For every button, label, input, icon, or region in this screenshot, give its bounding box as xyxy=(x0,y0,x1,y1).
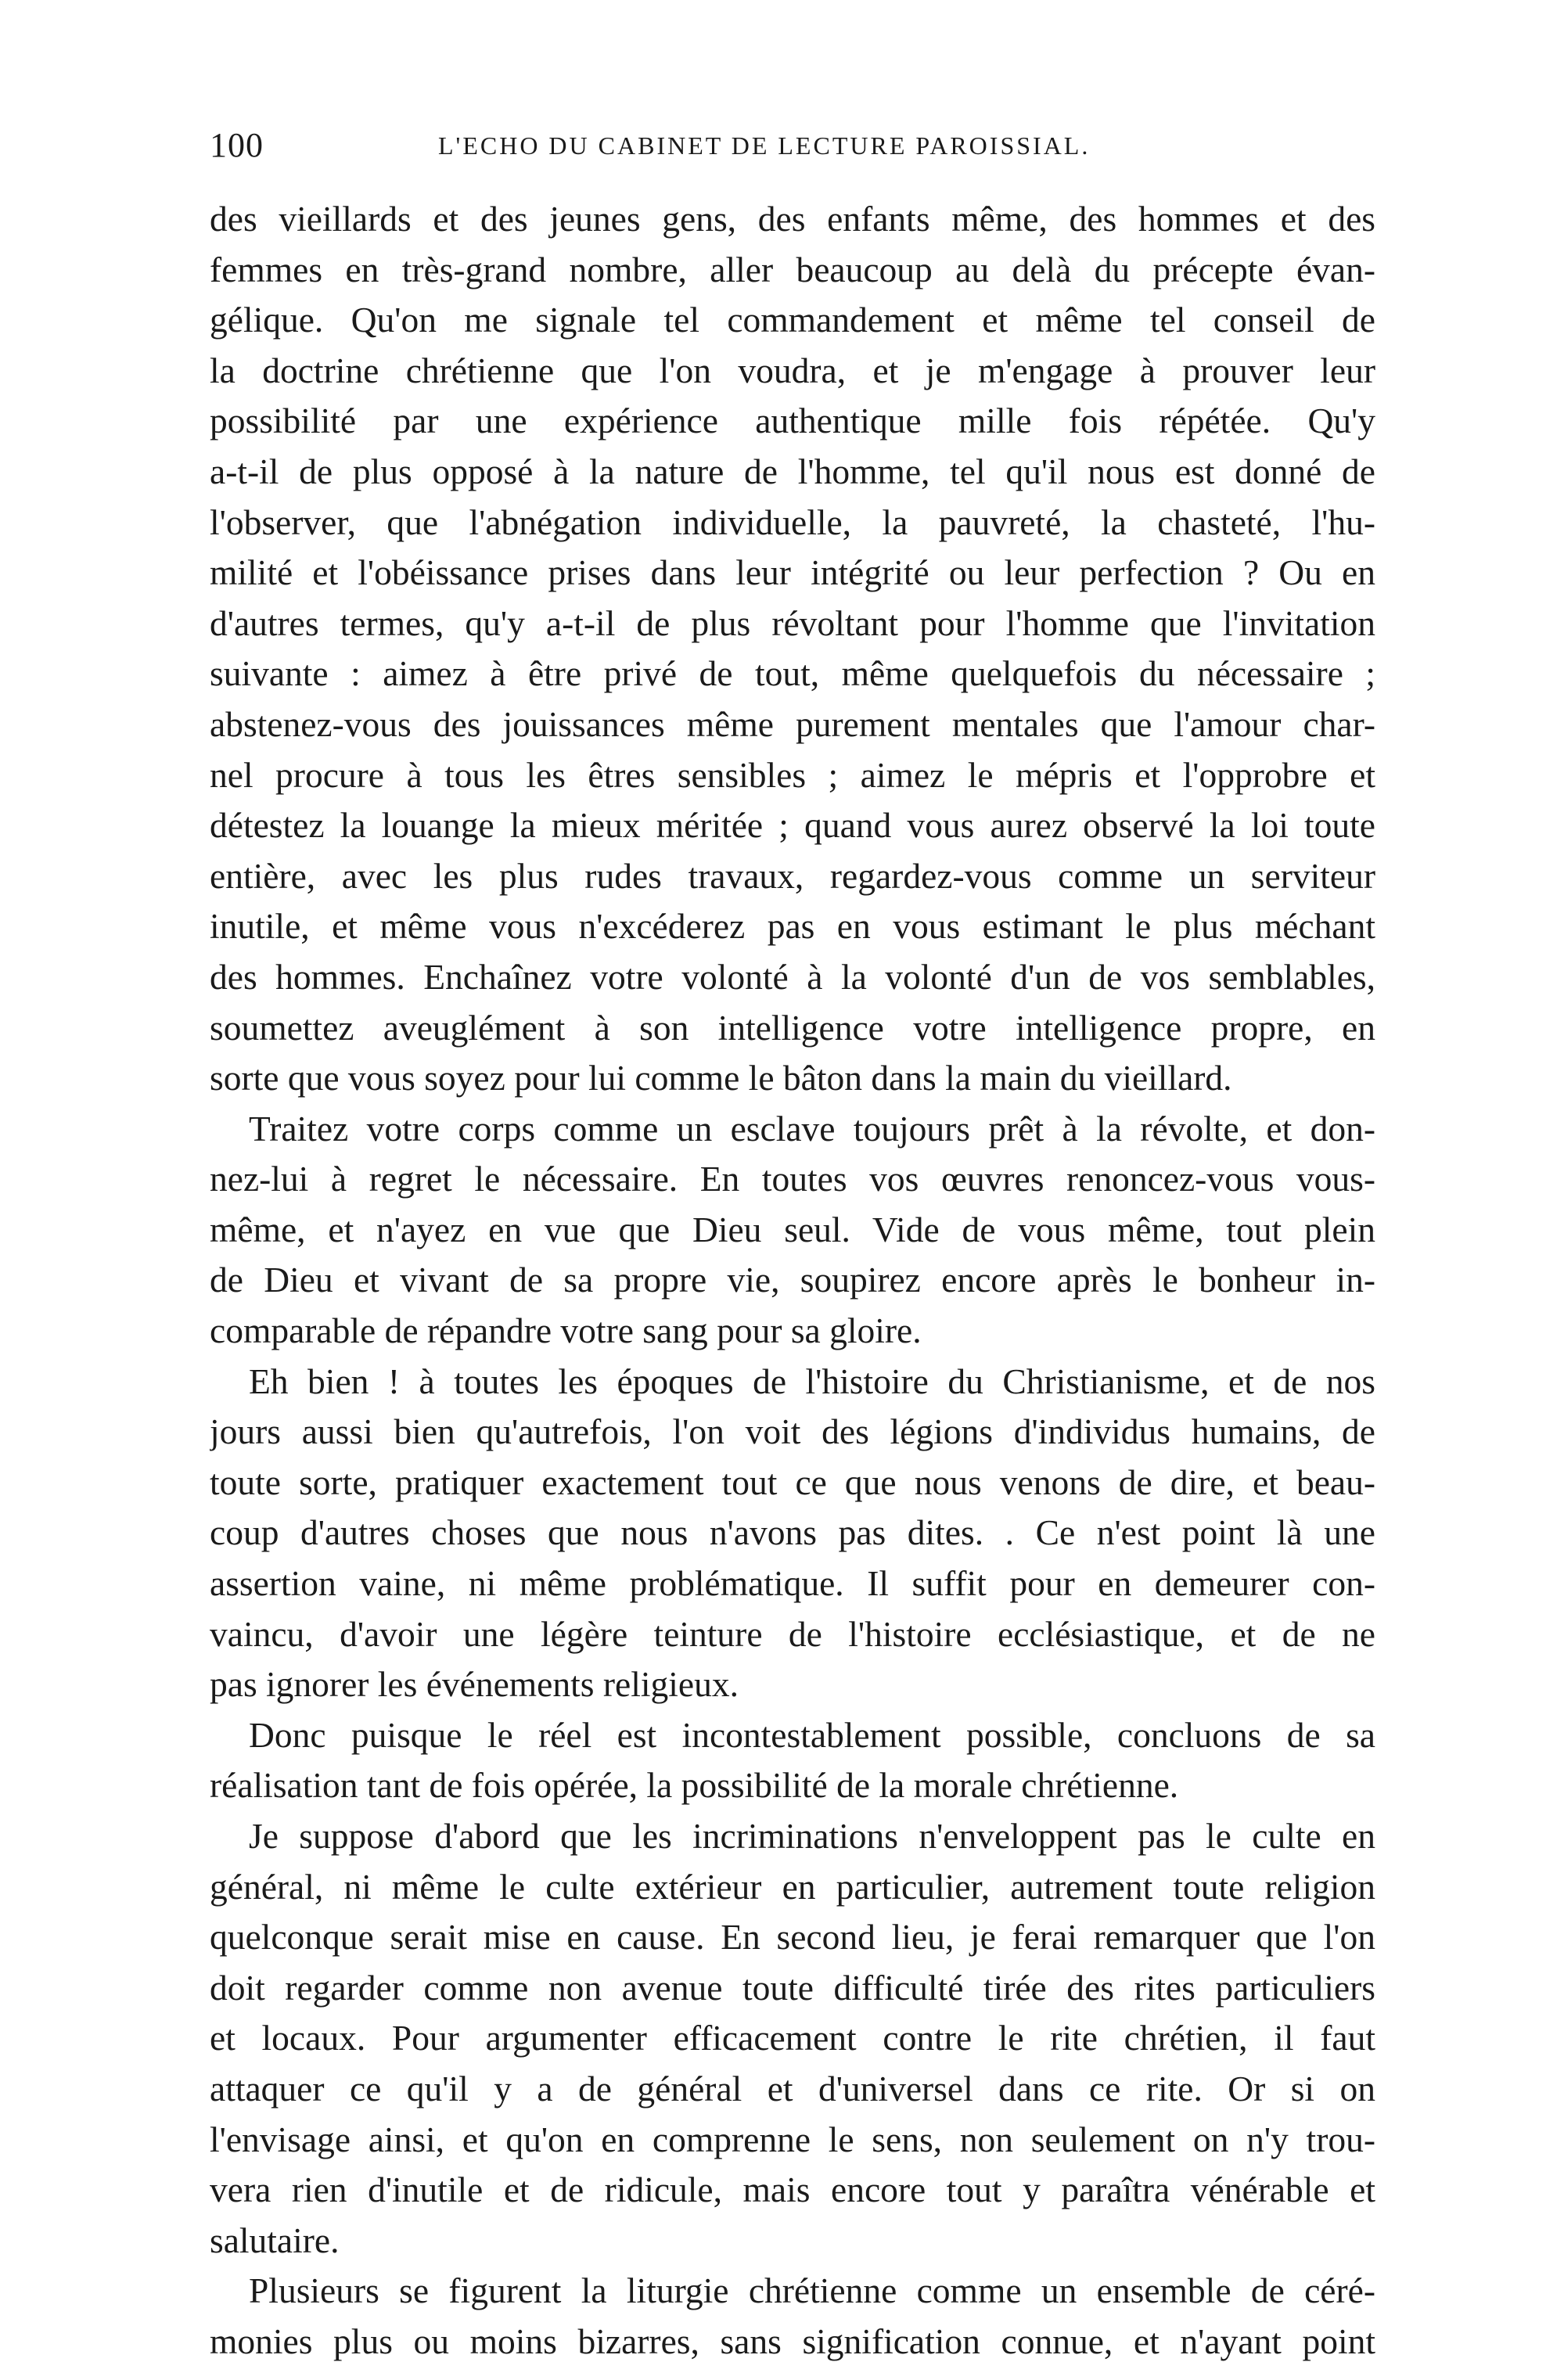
text-line: vaincu, d'avoir une légère teinture de l'histoire ecclésiastique, et de ne xyxy=(210,1613,1375,1654)
text-line: salutaire. xyxy=(210,2220,340,2260)
text-line: vera rien d'inutile et de ridicule, mais encore tout y paraîtra vénérable et xyxy=(210,2170,1375,2210)
text-line: Eh bien ! à toutes les époques de l'histoire du Christianisme, et de nos xyxy=(249,1361,1375,1401)
text-line: doit regarder comme non avenue toute difficulté tirée des rites particuliers xyxy=(210,1967,1375,2008)
text-line: milité et l'obéissance prises dans leur intégrité ou leur perfection ? Ou en xyxy=(210,552,1375,593)
text-line: détestez la louange la mieux méritée ; quand vous aurez observé la loi toute xyxy=(210,805,1375,846)
text-line: nez-lui à regret le nécessaire. En toutes vos œuvres renoncez-vous vous- xyxy=(210,1159,1375,1199)
text-line: Donc puisque le réel est incontestablement possible, concluons de sa xyxy=(249,1714,1375,1755)
text-line: réalisation tant de fois opérée, la possibilité de la morale chrétienne. xyxy=(210,1765,1179,1806)
paragraph xyxy=(210,1811,1375,2266)
body-text xyxy=(210,194,1375,2367)
text-line: l'observer, que l'abnégation individuelle, la pauvreté, la chasteté, l'hu- xyxy=(210,502,1375,542)
running-head xyxy=(210,125,1375,172)
text-line: Plusieurs se figurent la liturgie chrétienne comme un ensemble de céré- xyxy=(249,2270,1375,2311)
text-line: des vieillards et des jeunes gens, des enfants même, des hommes et des xyxy=(210,199,1375,239)
paragraph xyxy=(210,1710,1375,1811)
text-line: suivante : aimez à être privé de tout, même quelquefois du nécessaire ; xyxy=(210,653,1375,694)
paragraph xyxy=(210,2266,1375,2367)
text-line: même, et n'ayez en vue que Dieu seul. Vide de vous même, tout plein xyxy=(210,1209,1375,1249)
text-line: attaquer ce qu'il y a de général et d'universel dans ce rite. Or si on xyxy=(210,2068,1375,2109)
text-line: soumettez aveuglément à son intelligence votre intelligence propre, en xyxy=(210,1007,1375,1048)
text-line: nel procure à tous les êtres sensibles ; aimez le mépris et l'opprobre et xyxy=(210,754,1375,795)
text-line: jours aussi bien qu'autrefois, l'on voit des légions d'individus humains, de xyxy=(210,1411,1375,1452)
text-line: pas ignorer les événements religieux. xyxy=(210,1664,739,1705)
text-line: et locaux. Pour argumenter efficacement contre le rite chrétien, il faut xyxy=(210,2018,1375,2058)
page-number: 100 xyxy=(210,126,264,164)
text-line: la doctrine chrétienne que l'on voudra, et je m'engage à prouver leur xyxy=(210,350,1375,390)
text-line: coup d'autres choses que nous n'avons pas dites. . Ce n'est point là une xyxy=(210,1512,1375,1553)
text-line: sorte que vous soyez pour lui comme le bâton dans la main du vieillard. xyxy=(210,1058,1232,1098)
text-line: toute sorte, pratiquer exactement tout ce que nous venons de dire, et beau- xyxy=(210,1461,1375,1502)
text-line: de Dieu et vivant de sa propre vie, soupirez encore après le bonheur in- xyxy=(210,1260,1375,1300)
text-line: gélique. Qu'on me signale tel commandement et même tel conseil de xyxy=(210,300,1375,340)
text-line: d'autres termes, qu'y a-t-il de plus révoltant pour l'homme que l'invitation xyxy=(210,602,1375,643)
paragraph xyxy=(210,1357,1375,1710)
text-line: Je suppose d'abord que les incriminations n'enveloppent pas le culte en xyxy=(249,1816,1375,1856)
text-line: monies plus ou moins bizarres, sans signification connue, et n'ayant point xyxy=(210,2321,1375,2361)
running-title: L'ECHO DU CABINET DE LECTURE PAROISSIAL. xyxy=(438,131,1091,160)
text-line: Traitez votre corps comme un esclave toujours prêt à la révolte, et don- xyxy=(249,1108,1375,1149)
text-line: général, ni même le culte extérieur en particulier, autrement toute religion xyxy=(210,1866,1375,1907)
paragraph xyxy=(210,1104,1375,1357)
text-line: l'envisage ainsi, et qu'on en comprenne le sens, non seulement on n'y trou- xyxy=(210,2119,1375,2159)
paragraph xyxy=(210,194,1375,1104)
text-line: possibilité par une expérience authentique mille fois répétée. Qu'y xyxy=(210,401,1375,441)
text-line: comparable de répandre votre sang pour sa gloire. xyxy=(210,1310,922,1351)
text-line: a-t-il de plus opposé à la nature de l'homme, tel qu'il nous est donné de xyxy=(210,451,1375,491)
text-line: assertion vaine, ni même problématique. Il suffit pour en demeurer con- xyxy=(210,1563,1375,1604)
text-line: des hommes. Enchaînez votre volonté à la volonté d'un de vos semblables, xyxy=(210,956,1375,997)
text-line: femmes en très-grand nombre, aller beaucoup au delà du précepte évan- xyxy=(210,249,1375,289)
text-line: abstenez-vous des jouissances même purement mentales que l'amour char- xyxy=(210,703,1375,744)
text-line: entière, avec les plus rudes travaux, regardez-vous comme un serviteur xyxy=(210,855,1375,896)
text-line: inutile, et même vous n'excéderez pas en vous estimant le plus méchant xyxy=(210,906,1375,947)
text-line: quelconque serait mise en cause. En second lieu, je ferai remarquer que l'on xyxy=(210,1917,1375,1958)
